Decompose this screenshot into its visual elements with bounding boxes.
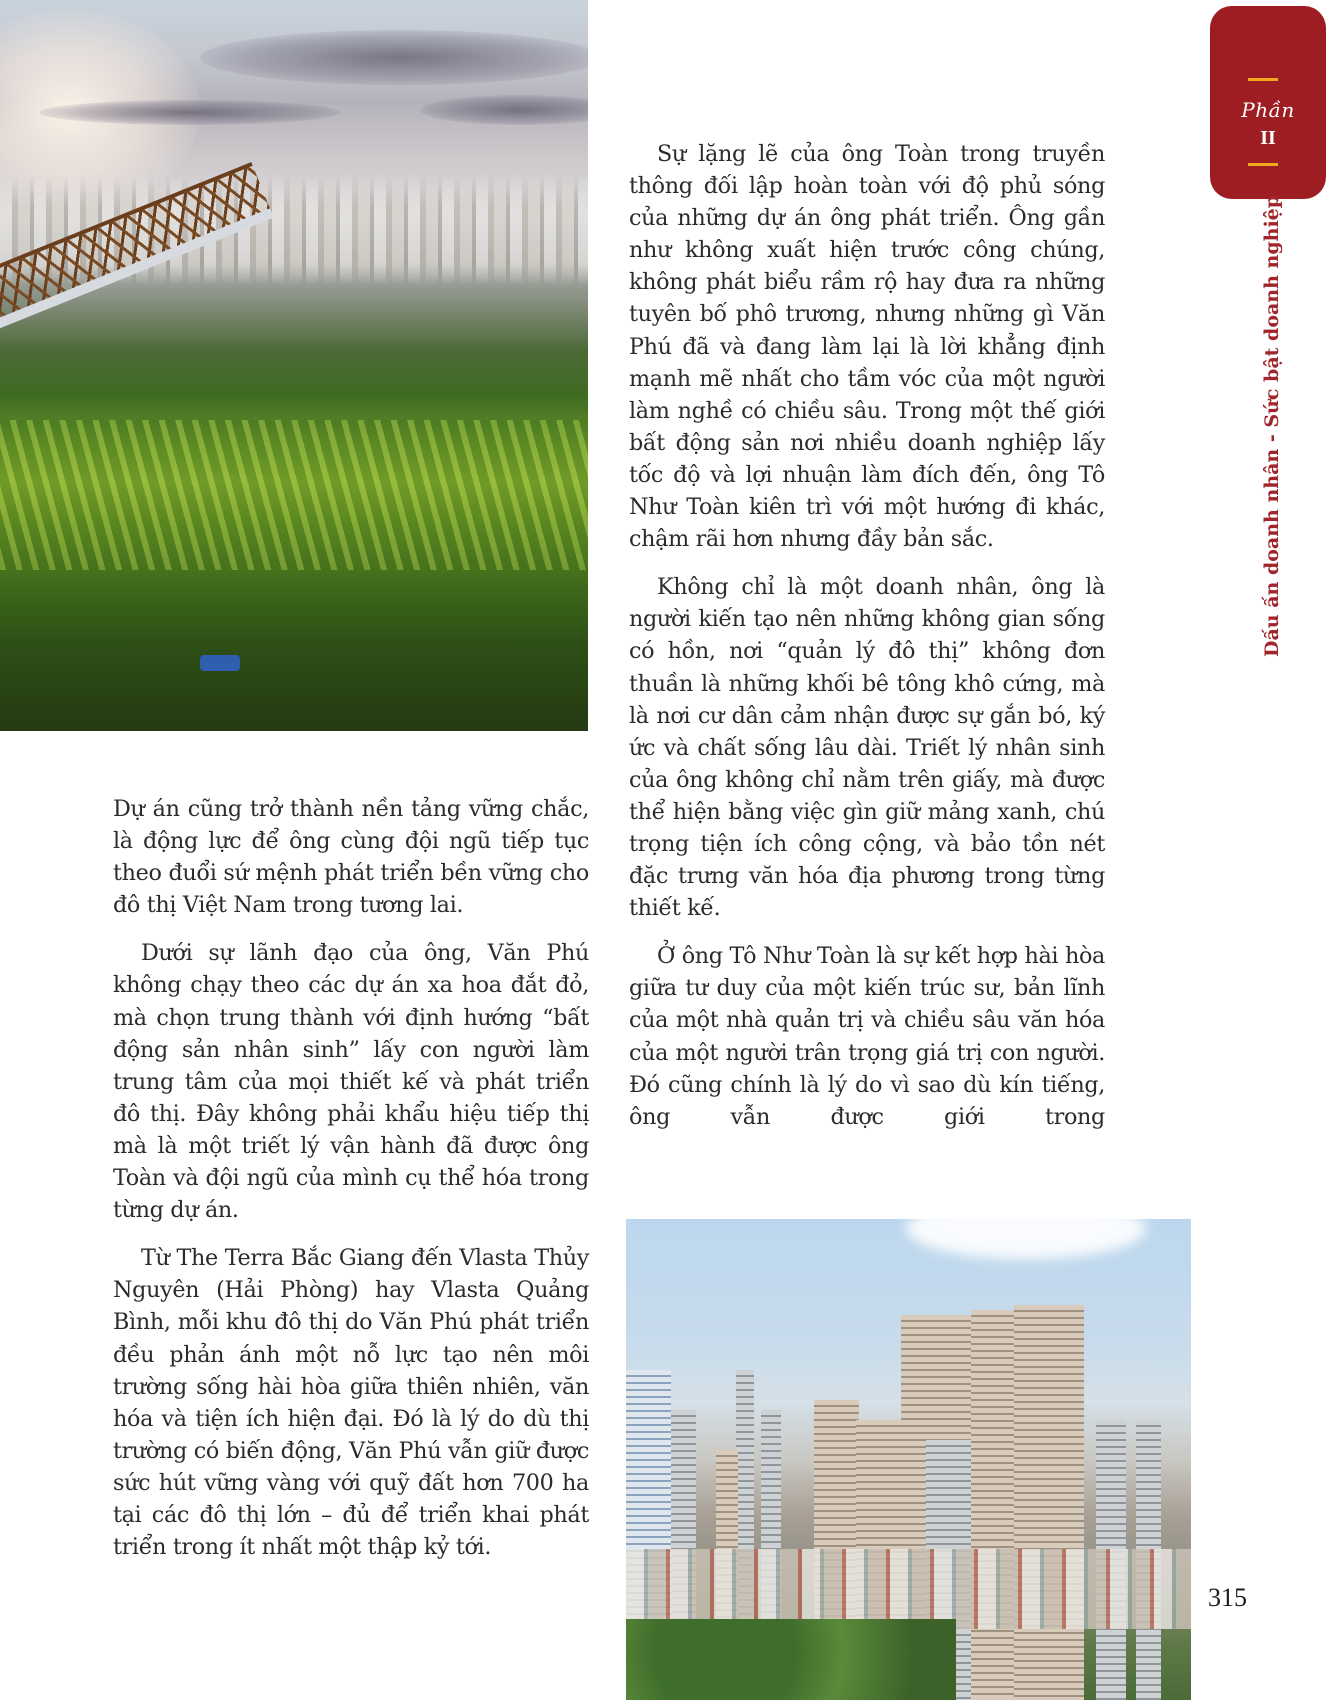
left-text-column (113, 793, 589, 1579)
decorative-rule (1248, 78, 1278, 81)
paragraph: Từ The Terra Bắc Giang đến Vlasta Thủy Nguyên (Hải Phòng) hay Vlasta Quảng Bình, mỗi khu đô thị do Văn Phú phát triển đều phản ánh một nỗ lực tạo nên môi trường sống hài hòa giữa thiên nhiên, văn hóa và tiện ích hiện đại. Đó là lý do dù thị trường có biến động, Văn Phú vẫn giữ được sức hút vững vàng với quỹ đất hơn 700 ha tại các đô thị lớn – đủ để triển khai phát triển trong ít nhất một thập kỷ tới. (113, 1245, 589, 1561)
photo-cloud (200, 30, 588, 85)
paragraph: Dự án cũng trở thành nền tảng vững chắc, là động lực để ông cùng đội ngũ tiếp tục theo đuổi sứ mệnh phát triển bền vững cho đô thị Việt Nam trong tương lai. (113, 796, 589, 919)
paragraph: Ở ông Tô Như Toàn là sự kết hợp hài hòa giữa tư duy của một kiến trúc sư, bản lĩnh của một nhà quản trị và chiều sâu văn hóa của một người trân trọng giá trị con người. Đó cũng chính là lý do vì sao dù kín tiếng, ông vẫn được giới trong (629, 943, 1105, 1130)
photo-tower (1014, 1305, 1084, 1700)
decorative-rule (1248, 163, 1278, 166)
photo-urban-towers (626, 1219, 1191, 1700)
section-part-number: II (1260, 127, 1276, 149)
paragraph: Sự lặng lẽ của ông Toàn trong truyền thông đối lập hoàn toàn với độ phủ sóng của những dự án ông phát triển. Ông gần như không xuất hiện trước công chúng, không phát biểu rầm rộ hay đưa ra những tuyên bố phô trương, nhưng những gì Văn Phú đã và đang làm lại là lời khẳng định mạnh mẽ nhất cho tầm vóc của một người làm nghề có chiều sâu. Trong một thế giới bất động sản nơi nhiều doanh nghiệp lấy tốc độ và lợi nhuận làm đích đến, ông Tô Như Toàn kiên trì với một hướng đi khác, chậm rãi hơn nhưng đầy bản sắc. (629, 141, 1105, 553)
photo-park (626, 1619, 956, 1700)
photo-townhouses (626, 1549, 1191, 1629)
photo-banana-field (0, 420, 588, 570)
photo-tower (971, 1310, 1016, 1700)
photo-cloud (420, 95, 588, 125)
page-number: 315 (1208, 1583, 1247, 1612)
section-part-label: Phần (1241, 98, 1295, 122)
running-title-text: Dấu ấn doanh nhân - Sức bật doanh nghiệp (1261, 194, 1283, 657)
photo-long-bien-bridge (0, 0, 588, 731)
right-text-column (629, 138, 1105, 1149)
photo-blue-tarp (200, 655, 240, 671)
section-tab (1210, 6, 1326, 199)
paragraph: Không chỉ là một doanh nhân, ông là người kiến tạo nên những không gian sống có hồn, nơi “quản lý đô thị” không đơn thuần là những khối bê tông khô cứng, mà là nơi cư dân cảm nhận được sự gắn bó, ký ức và chất sống lâu dài. Triết lý nhân sinh của ông không chỉ nằm trên giấy, mà được thể hiện bằng việc gìn giữ mảng xanh, chú trọng tiện ích công cộng, và bảo tồn nét đặc trưng văn hóa địa phương trong từng thiết kế. (629, 574, 1105, 922)
photo-cloud (40, 100, 340, 125)
paragraph: Dưới sự lãnh đạo của ông, Văn Phú không chạy theo các dự án xa hoa đắt đỏ, mà chọn trung thành với định hướng “bất động sản nhân sinh” lấy con người làm trung tâm của mọi thiết kế và phát triển đô thị. Đây không phải khẩu hiệu tiếp thị mà là một triết lý vận hành đã được ông Toàn và đội ngũ của mình cụ thể hóa trong từng dự án. (113, 940, 589, 1224)
